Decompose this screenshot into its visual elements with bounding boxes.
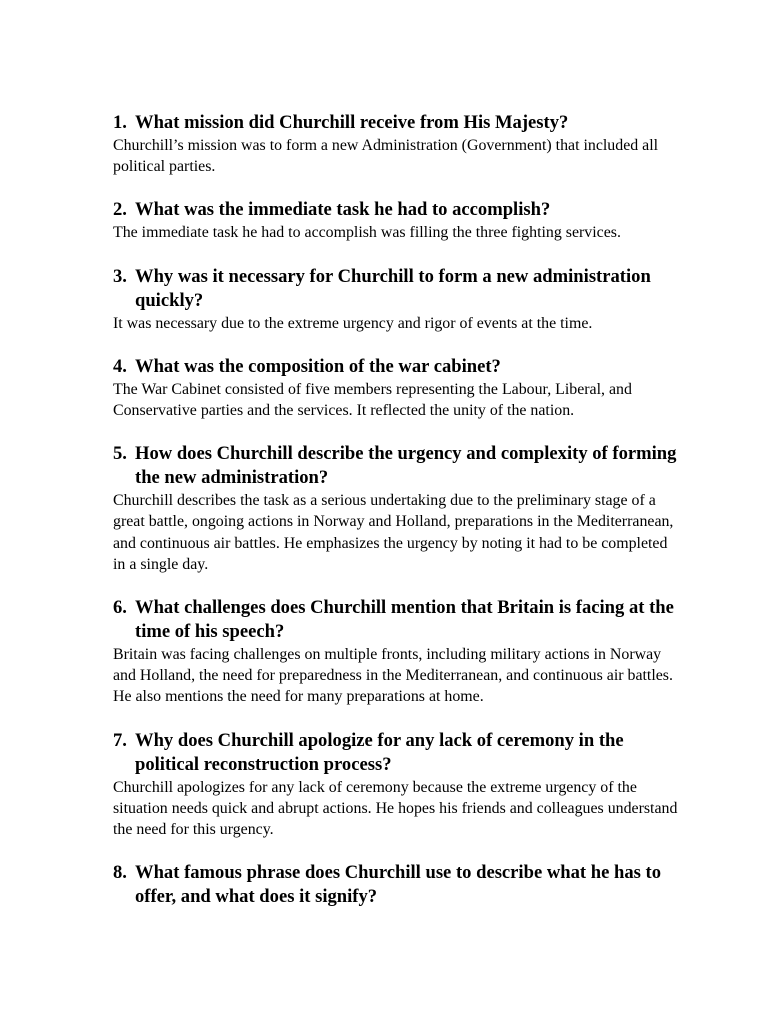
answer-text: Churchill’s mission was to form a new Administration (Government) that included all political parties.	[113, 137, 659, 176]
question-number: 3.	[113, 265, 127, 287]
question-heading	[113, 198, 681, 222]
qa-item-4	[113, 355, 681, 421]
question-number: 7.	[113, 729, 127, 751]
question-heading	[113, 111, 681, 135]
question-text: Why was it necessary for Churchill to form a new administration quickly?	[135, 265, 651, 311]
question-number: 2.	[113, 199, 127, 221]
answer-text: The immediate task he had to accomplish was filling the three fighting services.	[113, 224, 621, 242]
qa-item-6	[113, 596, 681, 708]
question-text: Why does Churchill apologize for any lack of ceremony in the political reconstruction process?	[135, 729, 624, 775]
qa-item-8	[113, 861, 681, 909]
question-number: 8.	[113, 862, 127, 884]
question-text: How does Churchill describe the urgency and complexity of forming the new administration?	[135, 443, 677, 489]
qa-item-1	[113, 111, 681, 177]
answer-text: It was necessary due to the extreme urgency and rigor of events at the time.	[113, 314, 593, 332]
answer-text: Churchill apologizes for any lack of ceremony because the extreme urgency of the situation needs quick and abrupt actions. He hopes his friends and colleagues understand the need for this urgency.	[113, 778, 678, 839]
document-page	[113, 111, 681, 930]
question-number: 1.	[113, 112, 127, 133]
answer-text: Churchill describes the task as a serious undertaking due to the preliminary stage of a great battle, ongoing actions in Norway and Holland, preparations in the Mediterranean, and continuous air battles. He emphasizes the urgency by noting it had to be completed in a single day.	[113, 492, 674, 573]
question-number: 5.	[113, 443, 127, 465]
question-text: What was the composition of the war cabinet?	[135, 355, 501, 377]
question-number: 6.	[113, 597, 127, 619]
question-heading	[113, 265, 681, 313]
question-text: What mission did Churchill receive from His Majesty?	[135, 112, 569, 133]
question-heading	[113, 861, 681, 909]
question-heading	[113, 729, 681, 777]
qa-item-3	[113, 265, 681, 334]
qa-item-7	[113, 729, 681, 841]
question-number: 4.	[113, 355, 127, 377]
question-text: What challenges does Churchill mention that Britain is facing at the time of his speech?	[135, 597, 674, 643]
question-text: What was the immediate task he had to accomplish?	[135, 199, 551, 221]
answer-text: Britain was facing challenges on multiple fronts, including military actions in Norway and Holland, the need for preparedness in the Mediterranean, and continuous air battles. He also mentions the need for many preparations at home.	[113, 646, 673, 706]
question-heading	[113, 442, 681, 490]
answer-text: The War Cabinet consisted of five members representing the Labour, Liberal, and Conservative parties and the services. It reflected the unity of the nation.	[113, 380, 632, 420]
qa-item-5	[113, 442, 681, 575]
qa-item-2	[113, 198, 681, 243]
question-text: What famous phrase does Churchill use to describe what he has to offer, and what does it signify?	[135, 862, 661, 908]
question-heading	[113, 355, 681, 379]
question-heading	[113, 596, 681, 644]
